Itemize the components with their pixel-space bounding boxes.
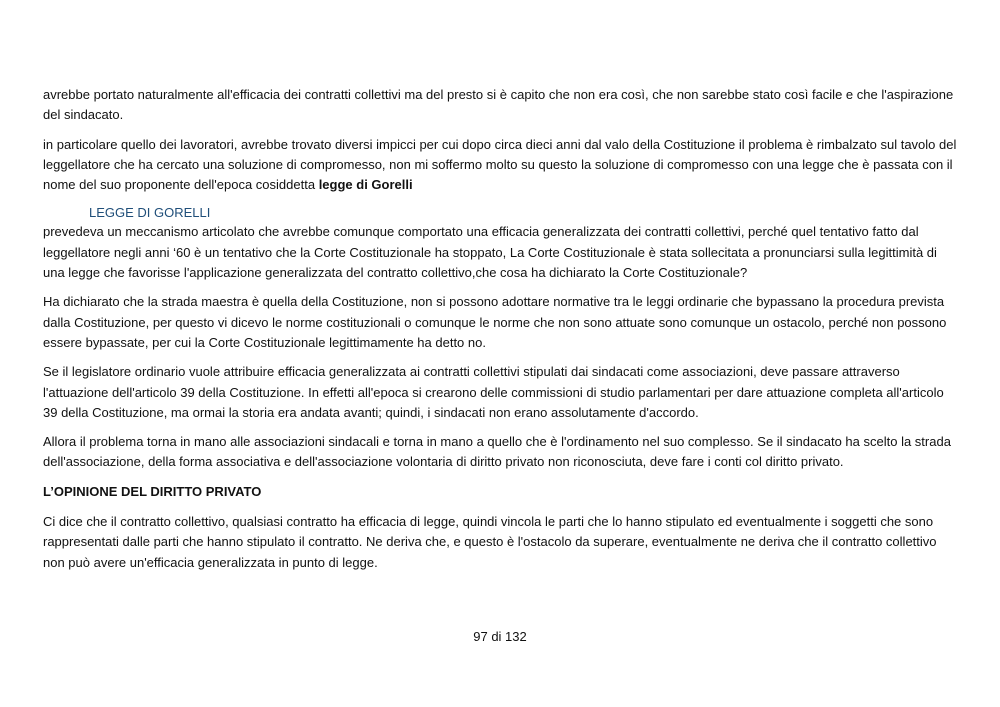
paragraph-5: Se il legislatore ordinario vuole attribuire efficacia generalizzata ai contratti collettivi stipulati dai sindacati come associazioni, deve passare attraverso l'attuazione dell'articolo 39 della Costituzione. In effetti all'epoca si crearono delle commissioni di studio parlamentari per dare attuazione completa all'articolo 39 della Costituzione, ma ormai la storia era andata avanti; quindi, i sindacati non erano assolutamente d'accordo. xyxy=(43,364,944,420)
document-body xyxy=(43,85,961,582)
paragraph-7: Ci dice che il contratto collettivo, qualsiasi contratto ha efficacia di legge, quindi vincola le parti che lo hanno stipulato ed eventualmente i soggetti che sono rappresentati dalle parti che hanno stipulato il contratto. Ne deriva che, e questo è l'ostacolo da superare, eventualmente ne deriva che il contratto collettivo non può avere un'efficacia generalizzata in punto di legge. xyxy=(43,514,937,570)
paragraph-4: Ha dichiarato che la strada maestra è quella della Costituzione, non si possono adottare normative tra le leggi ordinarie che bypassano la procedura prevista dalla Costituzione, per questo vi dicevo le norme costituzionali o comunque le norme che non sono attuate sono comunque un ostacolo, perché non possono essere bypassate, per cui la Corte Costituzionale legittimamente ha detto no. xyxy=(43,294,947,350)
paragraph-6: Allora il problema torna in mano alle associazioni sindacali e torna in mano a quello che è l'ordinamento nel suo complesso. Se il sindacato ha scelto la strada dell'associazione, della forma associativa e dell'associazione volontaria di diritto privato non riconosciuta, deve fare i conti col diritto privato. xyxy=(43,434,951,470)
paragraph-2-text: in particolare quello dei lavoratori, avrebbe trovato diversi impicci per cui dopo circa dieci anni dal valo della Costituzione il problema è rimbalzato sul tavolo del leggellatore che ha cercato una soluzione di compromesso, non mi soffermo molto su questo la soluzione di compromesso con una legge che è passata con il nome del suo proponente dell'epoca cosiddetta xyxy=(43,136,957,193)
heading-legge-di-gorelli: LEGGE DI GORELLI xyxy=(89,205,211,221)
paragraph-3: prevedeva un meccanismo articolato che avrebbe comunque comportato una efficacia generalizzata dei contratti collettivi, perché quel tentativo fatto dal leggellatore negli anni ‘60 è un tentativo che la Corte Costituzionale ha stoppato, La Corte Costituzionale è stata sollecitata a pronunciarsi sulla legittimità di una legge che favorisse l'applicazione generalizzata del contratto collettivo,che cosa ha dichiarato la Corte Costituzionale? xyxy=(43,224,937,281)
legge-di-gorelli-bold: legge di Gorelli xyxy=(318,177,413,193)
page-number: 97 di 132 xyxy=(473,629,527,644)
paragraph-1: avrebbe portato naturalmente all'efficacia dei contratti collettivi ma del presto si è capito che non era così, che non sarebbe stato così facile e che l'aspirazione del sindacato. xyxy=(43,87,954,123)
section-heading-opinione: L’OPINIONE DEL DIRITTO PRIVATO xyxy=(43,483,262,499)
paragraph-2 xyxy=(43,135,961,196)
